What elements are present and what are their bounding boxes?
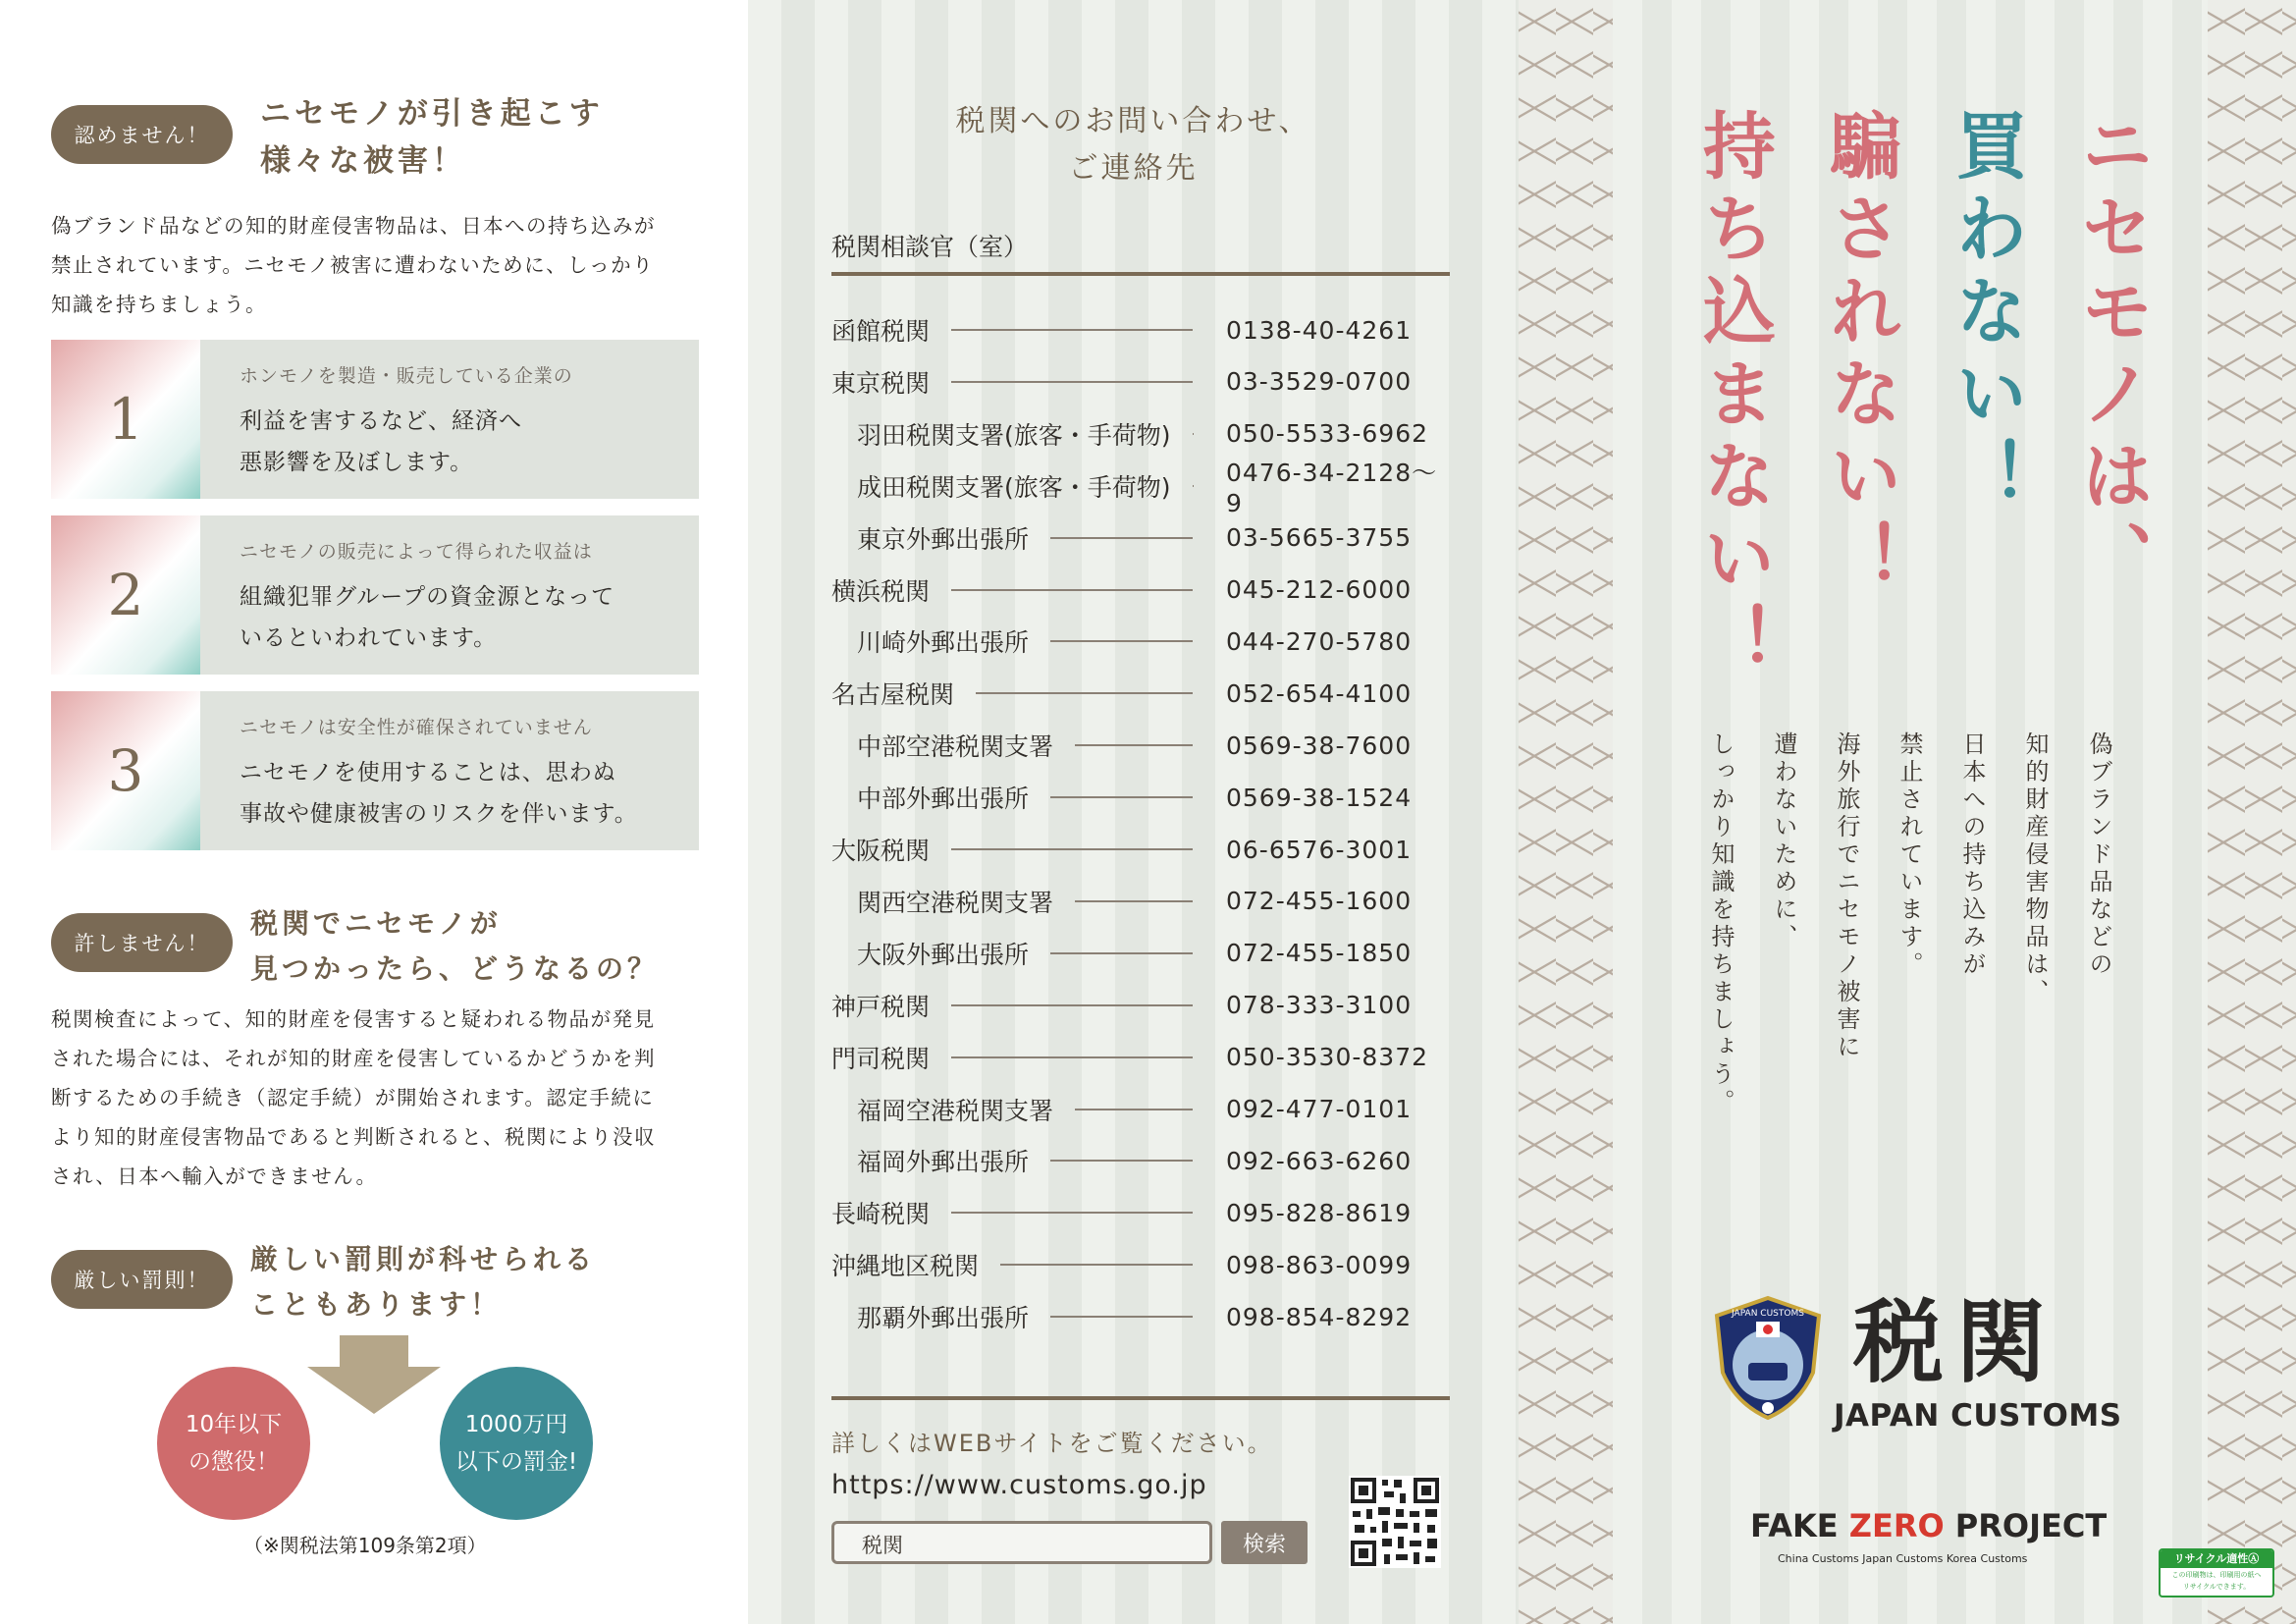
card-text: 利益を害するなど、経済へ 悪影響を及ぼします。 (240, 408, 522, 475)
contact-row (831, 986, 1450, 1025)
card-text: ニセモノを使用することは、思わぬ 事故や健康被害のリスクを伴います。 (240, 760, 638, 827)
down-arrow-icon (307, 1335, 441, 1414)
leader-line (976, 692, 1193, 694)
contact-office-name: 東京税関 (831, 368, 931, 398)
cover-body-6: 遭わないために、 (1770, 731, 1797, 951)
leader-line (951, 329, 1193, 331)
card-number: 3 (107, 737, 144, 804)
fake-zero-project-logo: FAKE ZERO PROJECT (1750, 1507, 2108, 1544)
contact-row (857, 726, 1450, 765)
contact-phone[interactable]: 03-5665-3755 (1226, 523, 1413, 553)
cover-panel (1613, 0, 2208, 1624)
contact-row (857, 934, 1450, 973)
card-body (200, 691, 699, 850)
card-number-box (51, 515, 200, 675)
contact-office-name: 那覇外郵出張所 (857, 1304, 1030, 1333)
contact-row (857, 414, 1450, 454)
slogan-line-4: 持ち込まない！ (1691, 108, 1776, 685)
badge-section1: 認めません！ (51, 105, 233, 164)
contact-row (831, 310, 1450, 350)
penalty-prison-circle: 10年以下 の懲役！ (157, 1367, 310, 1520)
cover-body-5: 海外旅行でニセモノ被害に (1833, 731, 1860, 1061)
slogan-line-1: ニセモノは、 (2069, 108, 2154, 603)
left-panel (0, 0, 748, 1624)
contact-row (831, 1038, 1450, 1077)
cover-body-3: 日本への持ち込みが (1958, 731, 1986, 979)
contacts-title: 税関へのお問い合わせ、 ご連絡先 (955, 104, 1311, 186)
contact-office-name: 中部外郵出張所 (857, 785, 1030, 814)
card-number: 1 (107, 386, 144, 453)
card-subtitle: ニセモノは安全性が確保されていません (240, 717, 593, 738)
section1-paragraph: 偽ブランド品などの知的財産侵害物品は、日本への持ち込みが 禁止されています。ニセモノ被害に遭わないために、しっかり 知識を持ちましょう。 (51, 214, 656, 316)
contact-row (857, 518, 1450, 558)
cover-body-4: 禁止されています。 (1896, 731, 1923, 979)
contact-office-name: 羽田税関支署(旅客・手荷物) (857, 420, 1171, 450)
contact-office-name: 中部空港税関支署 (857, 732, 1054, 762)
contact-row (831, 830, 1450, 869)
contact-row (831, 570, 1450, 610)
card-number-box (51, 691, 200, 850)
leader-line (1075, 744, 1193, 746)
contact-office-name: 函館税関 (831, 317, 931, 346)
contact-phone[interactable]: 050-5533-6962 (1226, 419, 1429, 449)
leader-line (1050, 796, 1193, 798)
damage-card-2 (51, 515, 699, 675)
search-button[interactable]: 検索 (1221, 1521, 1308, 1564)
contact-office-name: 神戸税関 (831, 992, 931, 1021)
contact-row (831, 674, 1450, 713)
card-text: 組織犯罪グループの資金源となって いるといわれています。 (240, 584, 615, 651)
box-pattern-strip (2208, 0, 2296, 1624)
leader-line (951, 1056, 1193, 1058)
contact-phone[interactable]: 098-854-8292 (1226, 1302, 1413, 1331)
contact-row (857, 778, 1450, 817)
badge-section2: 許しません！ (51, 913, 233, 972)
penalty-fine-circle: 1000万円 以下の罰金! (440, 1367, 593, 1520)
contact-phone[interactable]: 072-455-1850 (1226, 939, 1413, 968)
slogan-line-2: 買わない！ (1944, 108, 2028, 520)
contact-phone[interactable]: 0138-40-4261 (1226, 315, 1413, 345)
contact-phone[interactable]: 072-455-1600 (1226, 887, 1413, 916)
contact-phone[interactable]: 045-212-6000 (1226, 575, 1413, 604)
contact-office-name: 東京外郵出張所 (857, 524, 1030, 554)
section2-heading: 税関でニセモノが 見つかったら、どうなるの？ (250, 907, 660, 985)
card-subtitle: ホンモノを製造・販売している企業の (240, 365, 573, 387)
contact-phone[interactable]: 0569-38-7600 (1226, 731, 1413, 760)
leader-line (951, 589, 1193, 591)
contact-phone[interactable]: 044-270-5780 (1226, 626, 1413, 656)
contact-phone[interactable]: 050-3530-8372 (1226, 1043, 1429, 1072)
cover-body-7: しっかり知識を持ちましょう。 (1707, 731, 1735, 1116)
contact-office-name: 長崎税関 (831, 1200, 931, 1229)
leader-line (951, 1004, 1193, 1006)
contact-phone[interactable]: 0569-38-1524 (1226, 783, 1413, 812)
contact-phone[interactable]: 06-6576-3001 (1226, 835, 1413, 864)
contact-row (857, 1090, 1450, 1129)
contact-phone[interactable]: 052-654-4100 (1226, 678, 1413, 708)
section1-heading: ニセモノが引き起こす 様々な被害！ (260, 96, 604, 179)
box-pattern-strip (1519, 0, 1613, 1624)
search-input[interactable]: 税関 (831, 1521, 1212, 1564)
leader-line (1050, 1160, 1193, 1162)
leader-line (951, 381, 1193, 383)
damage-card-1 (51, 340, 699, 499)
contact-office-name: 福岡空港税関支署 (857, 1096, 1054, 1125)
contact-office-name: 沖縄地区税関 (831, 1252, 980, 1281)
law-reference-note: （※関税法第109条第2項） (243, 1534, 487, 1557)
contact-office-name: 成田税関支署(旅客・手荷物) (857, 472, 1171, 502)
cover-body-1: 偽ブランド品などの (2085, 731, 2112, 979)
contact-row (831, 362, 1450, 402)
badge-section3: 厳しい罰則！ (51, 1250, 233, 1309)
contact-row (857, 1141, 1450, 1180)
contact-row (831, 1193, 1450, 1232)
leader-line (1075, 900, 1193, 902)
contact-office-name: 福岡外郵出張所 (857, 1148, 1030, 1177)
card-subtitle: ニセモノの販売によって得られた収益は (240, 541, 593, 563)
contact-office-name: 横浜税関 (831, 576, 931, 606)
contact-phone[interactable]: 095-828-8619 (1226, 1198, 1413, 1227)
recycle-mark: リサイクル適性Ⓐ この印刷物は、印刷用の紙へ リサイクルできます。 (2159, 1548, 2274, 1597)
card-body (200, 515, 699, 675)
contact-office-name: 名古屋税関 (831, 680, 955, 710)
svg-text:JAPAN CUSTOMS: JAPAN CUSTOMS (1732, 1309, 1804, 1319)
contact-phone[interactable]: 078-333-3100 (1226, 991, 1413, 1020)
contact-phone[interactable]: 098-863-0099 (1226, 1250, 1413, 1279)
leader-line (1000, 1264, 1193, 1266)
leader-line (1050, 640, 1193, 642)
contact-office-name: 門司税関 (831, 1044, 931, 1073)
contact-office-name: 大阪税関 (831, 837, 931, 865)
leader-line (951, 848, 1193, 850)
leader-line (1075, 1109, 1193, 1110)
contact-office-name: 大阪外郵出張所 (857, 940, 1030, 969)
cover-body-2: 知的財産侵害物品は、 (2021, 731, 2049, 1006)
damage-card-3 (51, 691, 699, 850)
divider (831, 1396, 1450, 1400)
contact-office-name: 関西空港税関支署 (857, 888, 1054, 917)
section3-heading: 厳しい罰則が科せられる こともあります！ (250, 1243, 597, 1321)
card-body (200, 340, 699, 499)
customs-logo-subtitle: JAPAN CUSTOMS (1834, 1398, 2122, 1434)
leader-line (1050, 1316, 1193, 1318)
divider (831, 272, 1450, 276)
contact-phone[interactable]: 092-477-0101 (1226, 1095, 1413, 1123)
contact-phone[interactable]: 092-663-6260 (1226, 1146, 1413, 1175)
contact-row (857, 1297, 1450, 1336)
contact-row (857, 882, 1450, 921)
contact-row (857, 622, 1450, 661)
fake-zero-subtitle: China Customs Japan Customs Korea Customs (1778, 1552, 2028, 1565)
customs-logo-title: 税関 (1853, 1290, 2058, 1395)
contact-phone[interactable]: 03-3529-0700 (1226, 367, 1413, 397)
contact-row (831, 1245, 1450, 1284)
leader-line (1050, 952, 1193, 954)
leader-line (1050, 537, 1193, 539)
slogan-line-3: 騙されない！ (1818, 108, 1902, 603)
card-number-box (51, 340, 200, 499)
website-url[interactable]: https://www.customs.go.jp (831, 1470, 1207, 1500)
section2-paragraph: 税関検査によって、知的財産を侵害すると疑われる物品が発見 された場合には、それが知的財産を侵害しているかどうかを判 断するための手続き（認定手続）が開始されます。認定手続に より知的財産侵害物品であると判断されると、税関により没収 され、日本へ輸入ができません。 (51, 1007, 656, 1188)
web-note: 詳しくはWEBサイトをご覧ください。 (831, 1430, 1273, 1457)
contact-phone[interactable]: 0476-34-2128～9 (1226, 459, 1438, 518)
contact-office-name: 川崎外郵出張所 (857, 628, 1030, 658)
qr-code-icon[interactable] (1349, 1476, 1441, 1568)
leader-line (951, 1212, 1193, 1214)
contact-row (857, 459, 1450, 518)
contacts-panel (748, 0, 1519, 1624)
card-number: 2 (107, 562, 144, 628)
customs-emblem-icon (1711, 1294, 1825, 1422)
contacts-subtitle: 税関相談官（室） (831, 233, 1029, 261)
